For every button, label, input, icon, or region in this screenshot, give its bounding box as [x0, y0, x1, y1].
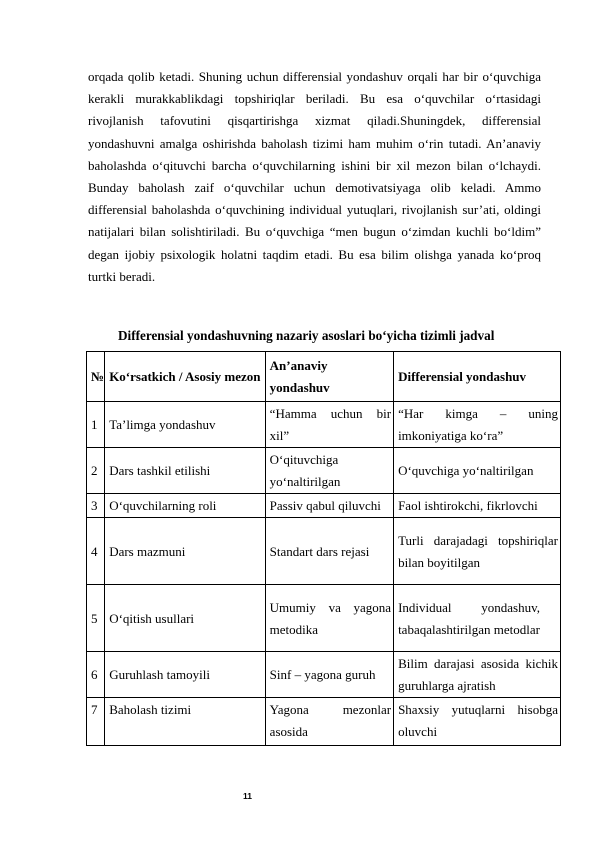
- row-indicator: O‘quvchilarning roli: [105, 494, 265, 518]
- header-traditional: An’anaviy yondashuv: [265, 352, 393, 402]
- row-traditional: Standart dars rejasi: [265, 518, 393, 585]
- row-number: 1: [87, 402, 105, 448]
- header-differential: Differensial yondashuv: [394, 352, 561, 402]
- row-number: 4: [87, 518, 105, 585]
- header-number: №: [87, 352, 105, 402]
- table-row: [87, 402, 561, 448]
- row-differential: Turli darajadagi topshiriqlar bilan boyitilgan: [394, 518, 561, 585]
- row-number: 5: [87, 585, 105, 652]
- row-indicator: Ta’limga yondashuv: [105, 402, 265, 448]
- row-indicator: Baholash tizimi: [105, 698, 265, 746]
- body-paragraph: orqada qolib ketadi. Shuning uchun differensial yondashuv orqali har bir o‘quvchiga kerakli murakkablikdagi topshiriqlar beriladi. Bu esa o‘quvchilar o‘rtasidagi rivojlanish tafovutini qisqartirishga xizmat qiladi.Shuningdek, differensial yondashuvni amalga oshirishda baholash tizimi ham muhim o‘rin tutadi. An’anaviy baholashda o‘qituvchi barcha o‘quvchilarning ishini bir xil mezon bilan o‘lchaydi. Bunday baholash zaif o‘quvchilar uchun demotivatsiyaga olib keladi. Ammo differensial baholashda o‘quvchining individual yutuqlari, rivojlanish sur’ati, oldingi natijalari bilan solishtiriladi. Bu o‘quvchiga “men bugun o‘zimdan kuchli bo‘ldim” degan ijobiy psixologik holatni taqdim etadi. Bu esa bilim olishga yanada ko‘proq turtki beradi.: [88, 69, 541, 284]
- row-indicator: Guruhlash tamoyili: [105, 652, 265, 698]
- row-indicator: Dars tashkil etilishi: [105, 448, 265, 494]
- table-row: [87, 698, 561, 746]
- table-row: [87, 652, 561, 698]
- comparison-table: [86, 351, 561, 746]
- row-differential: O‘quvchiga yo‘naltirilgan: [394, 448, 561, 494]
- row-traditional: “Hamma uchun bir xil”: [265, 402, 393, 448]
- row-traditional: Yagona mezonlar asosida: [265, 698, 393, 746]
- header-indicator: Ko‘rsatkich / Asosiy mezon: [105, 352, 265, 402]
- row-number: 2: [87, 448, 105, 494]
- table-header-row: [87, 352, 561, 402]
- row-traditional: Umumiy va yagona metodika: [265, 585, 393, 652]
- row-indicator: O‘qitish usullari: [105, 585, 265, 652]
- table-row: [87, 518, 561, 585]
- table-row: [87, 585, 561, 652]
- table-row: [87, 494, 561, 518]
- row-differential: Shaxsiy yutuqlarni hisobga oluvchi: [394, 698, 561, 746]
- row-differential: “Har kimga – uning imkoniyatiga ko‘ra”: [394, 402, 561, 448]
- row-number: 3: [87, 494, 105, 518]
- row-traditional: O‘qituvchiga yo‘naltirilgan: [265, 448, 393, 494]
- row-differential: Faol ishtirokchi, fikrlovchi: [394, 494, 561, 518]
- row-traditional: Passiv qabul qiluvchi: [265, 494, 393, 518]
- row-number: 6: [87, 652, 105, 698]
- row-traditional: Sinf – yagona guruh: [265, 652, 393, 698]
- row-indicator: Dars mazmuni: [105, 518, 265, 585]
- table-row: [87, 448, 561, 494]
- row-number: 7: [87, 698, 105, 746]
- page-number: 11: [243, 791, 252, 801]
- table-title: Differensial yondashuvning nazariy asoslari bo‘yicha tizimli jadval: [118, 328, 495, 343]
- row-differential: Individual yondashuv, tabaqalashtirilgan metodlar: [394, 585, 561, 652]
- row-differential: Bilim darajasi asosida kichik guruhlarga ajratish: [394, 652, 561, 698]
